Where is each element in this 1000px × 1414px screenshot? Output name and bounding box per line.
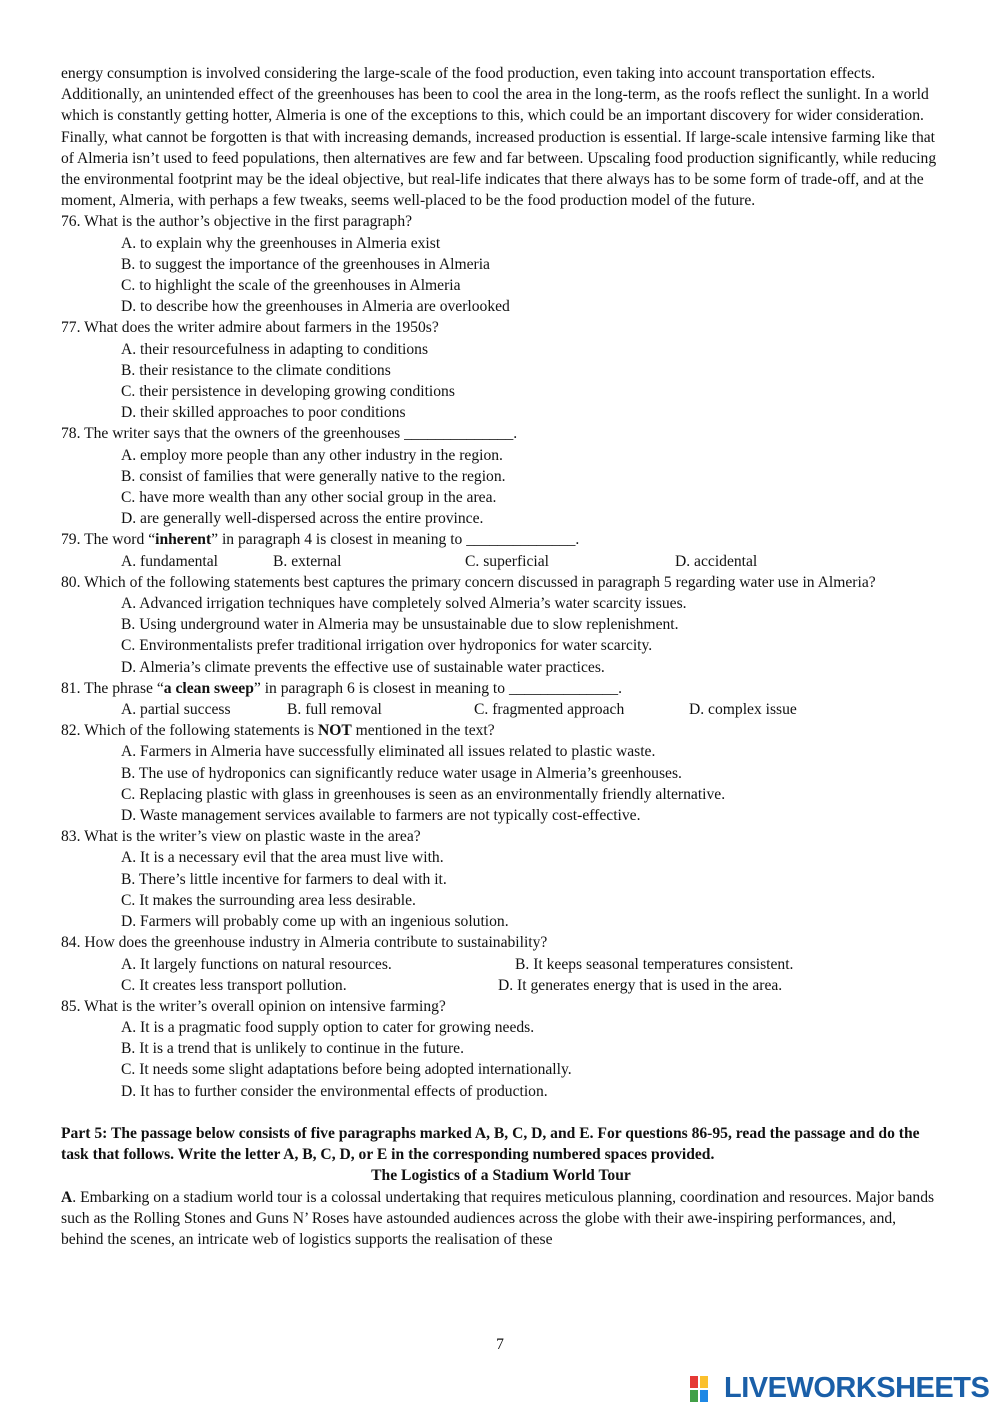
question-85 xyxy=(61,996,941,1102)
answer-option[interactable]: B. full removal xyxy=(287,701,382,719)
question-82 xyxy=(61,720,941,826)
passage-title: The Logistics of a Stadium World Tour xyxy=(371,1167,631,1185)
answer-option[interactable]: B. It keeps seasonal temperatures consistent. xyxy=(515,955,794,973)
answer-row xyxy=(121,954,941,975)
answer-option[interactable]: D. to describe how the greenhouses in Almeria are overlooked xyxy=(121,298,510,316)
answer-option[interactable]: A. partial success xyxy=(121,701,231,719)
answer-option[interactable]: C. Environmentalists prefer traditional irrigation over hydroponics for water scarcity. xyxy=(121,637,653,655)
answer-row xyxy=(121,699,941,720)
paragraph-label: A xyxy=(61,1188,73,1206)
question-stem xyxy=(61,720,941,741)
question-stem: 76. What is the author’s objective in the first paragraph? xyxy=(61,213,413,231)
liveworksheets-logo[interactable] xyxy=(690,1373,989,1403)
stem-text: 82. Which of the following statements is xyxy=(61,722,318,740)
passage-paragraph-a xyxy=(61,1187,941,1251)
answer-option[interactable]: C. to highlight the scale of the greenhouses in Almeria xyxy=(121,277,461,295)
question-stem: 85. What is the writer’s overall opinion on intensive farming? xyxy=(61,997,446,1015)
answer-row xyxy=(121,551,941,572)
question-stem xyxy=(61,529,941,550)
answer-option[interactable]: B. There’s little incentive for farmers to deal with it. xyxy=(121,870,447,888)
answer-option[interactable]: A. It is a necessary evil that the area must live with. xyxy=(121,849,444,867)
question-77 xyxy=(61,317,941,423)
question-84 xyxy=(61,932,941,996)
answer-option[interactable]: D. Farmers will probably come up with an ingenious solution. xyxy=(121,913,509,931)
answer-option[interactable]: C. Replacing plastic with glass in greenhouses is seen as an environmentally friendly alternative. xyxy=(121,785,726,803)
answer-option[interactable]: C. It makes the surrounding area less desirable. xyxy=(121,891,416,909)
answer-option[interactable]: B. to suggest the importance of the greenhouses in Almeria xyxy=(121,255,490,273)
question-stem: 80. Which of the following statements best captures the primary concern discussed in paragraph 5 regarding water use in Almeria? xyxy=(61,573,876,591)
answer-option[interactable]: A. to explain why the greenhouses in Almeria exist xyxy=(121,234,441,252)
answer-option[interactable]: D. It has to further consider the environmental effects of production. xyxy=(121,1082,548,1100)
stem-keyword: inherent xyxy=(155,531,212,549)
page-number: 7 xyxy=(496,1336,504,1353)
stem-keyword: NOT xyxy=(317,722,352,740)
passage-paragraph: energy consumption is involved considering the large-scale of the food production, even taking into account transportation effects. Additionally, an unintended effect of the greenhouses has been to cool the area in the long-term, as the roofs reflect the sunlight. In a world which is constantly getting hotter, Almeria is one of the exceptions to this, which could be an important discovery for wider consideration. xyxy=(61,65,929,125)
logo-grid-icon xyxy=(690,1374,720,1402)
stem-keyword: a clean sweep xyxy=(163,679,254,697)
answer-option[interactable]: B. external xyxy=(273,552,342,570)
question-79 xyxy=(61,529,941,571)
answer-option[interactable]: B. consist of families that were generally native to the region. xyxy=(121,467,506,485)
question-81 xyxy=(61,678,941,720)
answer-option[interactable]: B. It is a trend that is unlikely to continue in the future. xyxy=(121,1040,464,1058)
stem-text: mentioned in the text? xyxy=(351,722,495,740)
worksheet-page xyxy=(61,63,941,1250)
answer-row xyxy=(121,975,941,996)
question-stem: 83. What is the writer’s view on plastic waste in the area? xyxy=(61,828,421,846)
answer-option[interactable]: C. their persistence in developing growing conditions xyxy=(121,383,455,401)
question-78 xyxy=(61,423,941,529)
answer-option[interactable]: D. Waste management services available to farmers are not typically cost-effective. xyxy=(121,807,641,825)
answer-option[interactable]: C. It creates less transport pollution. xyxy=(121,976,347,994)
answer-option[interactable]: D. Almeria’s climate prevents the effective use of sustainable water practices. xyxy=(121,658,605,676)
answer-option[interactable]: A. employ more people than any other industry in the region. xyxy=(121,446,503,464)
stem-text: 81. The phrase “ xyxy=(61,679,164,697)
stem-text: ” in paragraph 4 is closest in meaning to ______________. xyxy=(211,531,580,549)
answer-option[interactable]: D. their skilled approaches to poor conditions xyxy=(121,404,406,422)
answer-option[interactable]: D. are generally well-dispersed across the entire province. xyxy=(121,510,484,528)
part5-instructions: Part 5: The passage below consists of five paragraphs marked A, B, C, D, and E. For questions 86-95, read the passage and do the task that follows. Write the letter A, B, C, D, or E in the corresponding numbered spaces provided. xyxy=(61,1124,920,1164)
answer-option[interactable]: A. fundamental xyxy=(121,552,218,570)
question-stem: 84. How does the greenhouse industry in Almeria contribute to sustainability? xyxy=(61,934,548,952)
answer-option[interactable]: C. have more wealth than any other social group in the area. xyxy=(121,489,497,507)
question-83 xyxy=(61,826,941,932)
answer-option[interactable]: C. superficial xyxy=(465,552,550,570)
question-stem: 78. The writer says that the owners of the greenhouses ______________. xyxy=(61,425,518,443)
answer-option[interactable]: D. It generates energy that is used in the area. xyxy=(498,976,783,994)
answer-option[interactable]: A. their resourcefulness in adapting to conditions xyxy=(121,340,429,358)
stem-text: ” in paragraph 6 is closest in meaning to ______________. xyxy=(253,679,622,697)
answer-option[interactable]: C. It needs some slight adaptations before being adopted internationally. xyxy=(121,1061,572,1079)
question-76 xyxy=(61,211,941,317)
question-80 xyxy=(61,572,941,678)
answer-option[interactable]: D. accidental xyxy=(675,552,758,570)
answer-option[interactable]: A. It is a pragmatic food supply option to cater for growing needs. xyxy=(121,1019,535,1037)
logo-text: LIVEWORKSHEETS xyxy=(724,1371,990,1404)
answer-option[interactable]: A. Advanced irrigation techniques have completely solved Almeria’s water scarcity issues. xyxy=(121,595,687,613)
answer-option[interactable]: D. complex issue xyxy=(689,701,797,719)
answer-option[interactable]: A. It largely functions on natural resources. xyxy=(121,955,392,973)
answer-option[interactable]: B. their resistance to the climate conditions xyxy=(121,361,391,379)
answer-option[interactable]: C. fragmented approach xyxy=(474,701,625,719)
paragraph-text: . Embarking on a stadium world tour is a colossal undertaking that requires meticulous planning, coordination and resources. Major bands such as the Rolling Stones and Guns N’ Roses have astounded audiences across the globe with their awe-inspiring performances, and, behind the scenes, an intricate web of logistics supports the realisation of these xyxy=(61,1188,935,1248)
question-stem: 77. What does the writer admire about farmers in the 1950s? xyxy=(61,319,439,337)
question-stem xyxy=(61,678,941,699)
answer-option[interactable]: B. The use of hydroponics can significantly reduce water usage in Almeria’s greenhouses. xyxy=(121,764,682,782)
answer-option[interactable]: B. Using underground water in Almeria may be unsustainable due to slow replenishment. xyxy=(121,616,679,634)
stem-text: 79. The word “ xyxy=(61,531,156,549)
answer-option[interactable]: A. Farmers in Almeria have successfully eliminated all issues related to plastic waste. xyxy=(121,743,656,761)
passage-paragraph: Finally, what cannot be forgotten is that with increasing demands, increased production is essential. If large-scale intensive farming like that of Almeria isn’t used to feed populations, then alternatives are few and far between. Upscaling food production significantly, while reducing the environmental footprint may be the ideal objective, but real-life indicates that there always has to be some form of trade-off, and at the moment, Almeria, with perhaps a few tweaks, seems well-placed to be the food production model of the future. xyxy=(61,128,937,210)
